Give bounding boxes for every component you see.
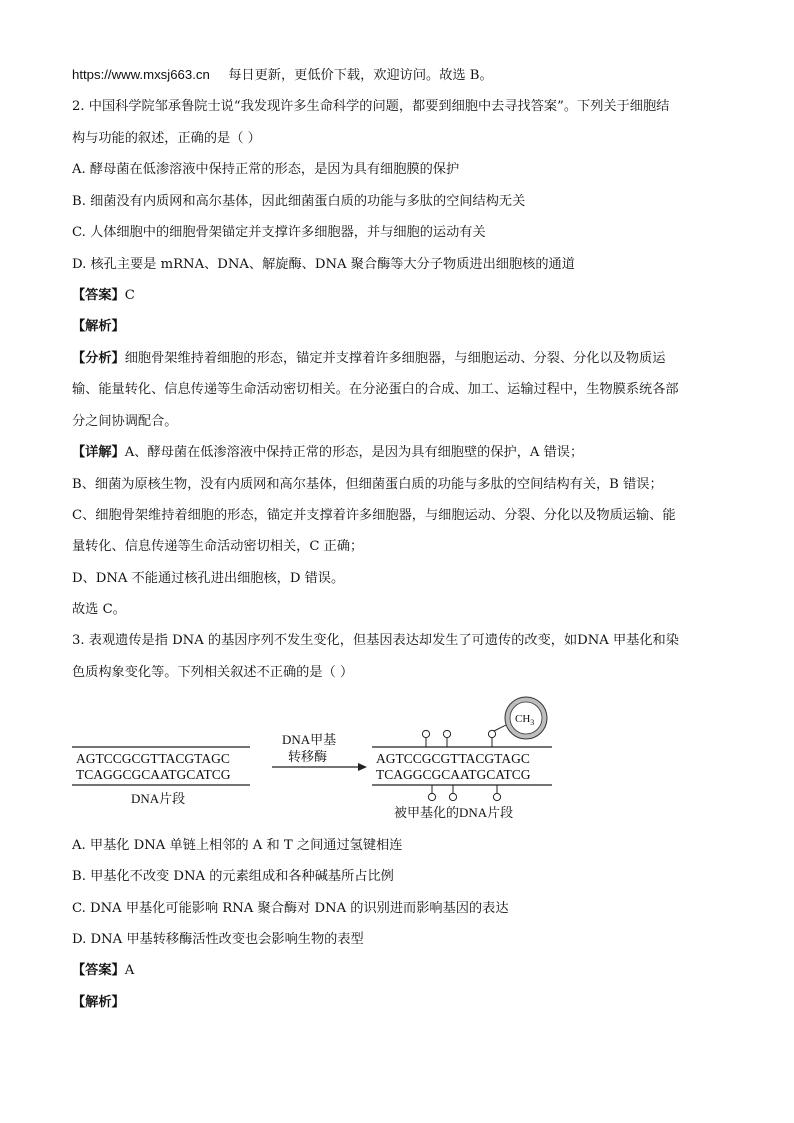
fenxi-tag: 【分析】: [72, 351, 125, 366]
answer-value: C: [124, 288, 135, 303]
q2-answer: [72, 287, 135, 305]
q2-stem-line1: 2. 中国科学院邹承鲁院士说“我发现许多生命科学的问题，都要到细胞中去寻找答案”。下列关于细胞结: [72, 99, 670, 114]
q2-fenxi-line2: 输、能量转化、信息传递等生命活动密切相关。在分泌蛋白的合成、加工、运输过程中，生物膜系统各部: [72, 382, 679, 397]
q3-analysis-tag: 【解析】: [72, 995, 125, 1010]
header-notice: 每日更新，更低价下载，欢迎访问。故选 B。: [228, 68, 493, 83]
methyl-marks-bottom: [428, 785, 500, 801]
answer-tag: 【答案】: [72, 963, 125, 978]
answer-tag: 【答案】: [72, 288, 125, 303]
right-caption: 被甲基化的DNA片段: [394, 805, 514, 820]
q3-option-d: D. DNA 甲基转移酶活性改变也会影响生物的表型: [72, 932, 364, 947]
left-strand-bottom: TCAGGCGCAATGCATCG: [76, 767, 231, 782]
q2-analysis-tag: 【解析】: [72, 319, 125, 334]
fenxi-text-1: 细胞骨架维持着细胞的形态，锚定并支撑着许多细胞器，与细胞运动、分裂、分化以及物质运: [124, 351, 666, 366]
q2-detail-c1: C、细胞骨架维持着细胞的形态，锚定并支撑着许多细胞器，与细胞运动、分裂、分化以及物质运输、能: [72, 508, 676, 523]
q3-answer: [72, 962, 134, 980]
header-line: [72, 66, 493, 85]
answer-value: A: [124, 963, 135, 978]
q3-stem-line2: 色质构象变化等。下列相关叙述不正确的是（ ）: [72, 665, 354, 680]
methyl-label: $CH_3$: [515, 713, 535, 727]
left-caption: DNA片段: [131, 791, 186, 806]
q2-fenxi-line3: 分之间协调配合。: [72, 414, 178, 429]
q3-option-b: B. 甲基化不改变 DNA 的元素组成和各种碱基所占比例: [72, 869, 394, 884]
q2-detail-d: D、DNA 不能通过核孔进出细胞核，D 错误。: [72, 571, 345, 586]
q2-option-d: D. 核孔主要是 mRNA、DNA、解旋酶、DNA 聚合酶等大分子物质进出细胞核的通道: [72, 257, 575, 272]
q2-detail-b: B、细菌为原核生物，没有内质网和高尔基体，但细菌蛋白质的功能与多肽的空间结构有关，B 错误；: [72, 477, 663, 492]
q3-option-a: A. 甲基化 DNA 单链上相邻的 A 和 T 之间通过氢键相连: [72, 838, 403, 853]
q2-detail-a: [72, 444, 583, 462]
q2-fenxi-line1: [72, 350, 665, 368]
q2-option-a: A. 酵母菌在低渗溶液中保持正常的形态，是因为具有细胞膜的保护: [72, 162, 460, 177]
source-url[interactable]: https://www.mxsj663.cn: [72, 67, 210, 82]
detail-tag: 【详解】: [72, 445, 125, 460]
q3-stem-line1: 3. 表观遗传是指 DNA 的基因序列不发生变化，但基因表达却发生了可遗传的改变，如DNA 甲基化和染: [72, 633, 679, 648]
enzyme-label-1: DNA甲基: [282, 732, 337, 747]
q2-option-c: C. 人体细胞中的细胞骨架锚定并支撑许多细胞器，并与细胞的运动有关: [72, 225, 486, 240]
detail-a-text: A、酵母菌在低渗溶液中保持正常的形态，是因为具有细胞壁的保护，A 错误；: [124, 445, 584, 460]
q2-stem-line2: 构与功能的叙述，正确的是（ ）: [72, 131, 261, 146]
methyl-marks-top: [422, 730, 495, 747]
enzyme-label-2: 转移酶: [288, 749, 328, 764]
q2-option-b: B. 细菌没有内质网和高尔基体，因此细菌蛋白质的功能与多肽的空间结构无关: [72, 194, 526, 209]
left-strand-top: AGTCCGCGTTACGTAGC: [76, 751, 230, 766]
right-strand-top: AGTCCGCGTTACGTAGC: [376, 751, 530, 766]
q2-conclusion: 故选 C。: [72, 602, 126, 617]
dna-methylation-diagram: [60, 692, 560, 827]
reaction-arrow-head: [358, 763, 367, 771]
q3-option-c: C. DNA 甲基化可能影响 RNA 聚合酶对 DNA 的识别进而影响基因的表达: [72, 901, 509, 916]
q2-detail-c2: 量转化、信息传递等生命活动密切相关，C 正确；: [72, 539, 364, 554]
right-strand-bottom: TCAGGCGCAATGCATCG: [376, 767, 531, 782]
